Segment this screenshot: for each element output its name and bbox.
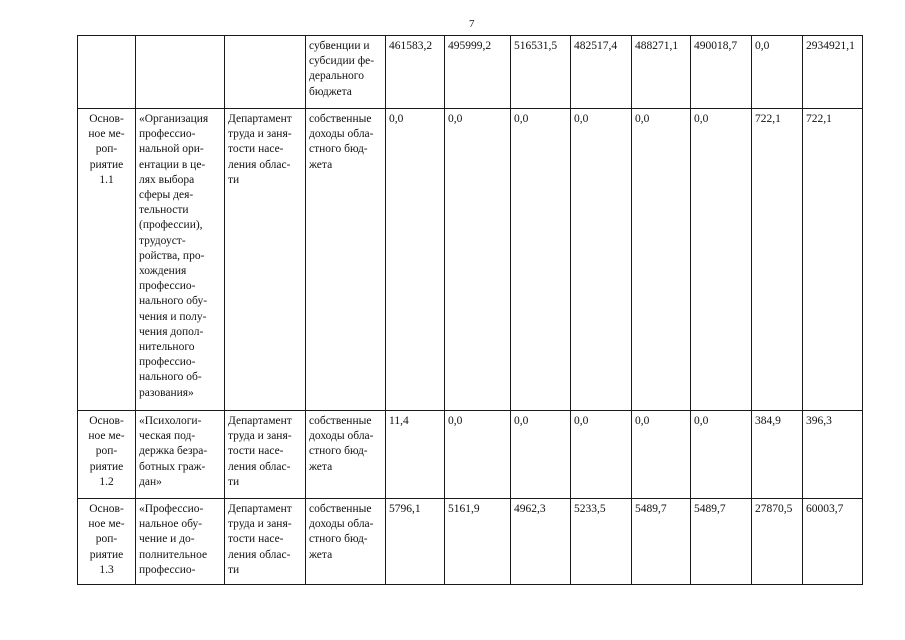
executor-cell <box>225 36 306 109</box>
activity-name-cell: «Профессио- нальное обу- чение и до- полнительное профессио- <box>136 499 225 585</box>
value-cell: 0,0 <box>386 109 445 411</box>
funding-source-cell: собственные доходы обла- стного бюд- жета <box>306 109 386 411</box>
activity-code-cell <box>78 36 136 109</box>
value-cell: 461583,2 <box>386 36 445 109</box>
value-cell: 495999,2 <box>445 36 511 109</box>
value-cell: 27870,5 <box>752 499 803 585</box>
value-cell: 516531,5 <box>511 36 571 109</box>
value-cell: 0,0 <box>445 109 511 411</box>
funding-source-cell: собственные доходы обла- стного бюд- жета <box>306 411 386 499</box>
value-cell: 5489,7 <box>632 499 691 585</box>
value-cell: 0,0 <box>691 411 752 499</box>
value-cell: 482517,4 <box>571 36 632 109</box>
budget-table <box>77 35 863 585</box>
executor-cell: Департамент труда и заня- тости насе- ления облас- ти <box>225 411 306 499</box>
value-cell: 0,0 <box>752 36 803 109</box>
executor-cell: Департамент труда и заня- тости насе- ления облас- ти <box>225 499 306 585</box>
activity-code-cell: Основ- ное ме- роп- риятие 1.2 <box>78 411 136 499</box>
value-cell: 490018,7 <box>691 36 752 109</box>
funding-source-cell: субвенции и субсидии фе- дерального бюджета <box>306 36 386 109</box>
value-cell: 5489,7 <box>691 499 752 585</box>
activity-name-cell: «Психологи- ческая под- держка безра- ботных граж- дан» <box>136 411 225 499</box>
value-cell: 0,0 <box>511 109 571 411</box>
page-number: 7 <box>469 18 475 30</box>
value-cell: 5796,1 <box>386 499 445 585</box>
value-cell: 0,0 <box>571 109 632 411</box>
value-cell: 0,0 <box>691 109 752 411</box>
value-cell: 5233,5 <box>571 499 632 585</box>
total-cell: 396,3 <box>803 411 863 499</box>
activity-code-cell: Основ- ное ме- роп- риятие 1.3 <box>78 499 136 585</box>
value-cell: 0,0 <box>632 411 691 499</box>
total-cell: 722,1 <box>803 109 863 411</box>
table-row <box>78 499 863 585</box>
activity-name-cell <box>136 36 225 109</box>
value-cell: 5161,9 <box>445 499 511 585</box>
table-row <box>78 36 863 109</box>
value-cell: 722,1 <box>752 109 803 411</box>
value-cell: 0,0 <box>571 411 632 499</box>
value-cell: 384,9 <box>752 411 803 499</box>
activity-name-cell: «Организация профессио- нальной ори- ентации в це- лях выбора сферы дея- тельности (профессии), трудоуст- ройства, про- хождения профессио- нального обу- чения и полу- чения допол- нительного профессио- нального об- разования» <box>136 109 225 411</box>
executor-cell: Департамент труда и заня- тости насе- ления облас- ти <box>225 109 306 411</box>
funding-source-cell: собственные доходы обла- стного бюд- жета <box>306 499 386 585</box>
total-cell: 2934921,1 <box>803 36 863 109</box>
value-cell: 0,0 <box>445 411 511 499</box>
total-cell: 60003,7 <box>803 499 863 585</box>
value-cell: 0,0 <box>511 411 571 499</box>
activity-code-cell: Основ- ное ме- роп- риятие 1.1 <box>78 109 136 411</box>
table-row <box>78 411 863 499</box>
value-cell: 488271,1 <box>632 36 691 109</box>
table-row <box>78 109 863 411</box>
value-cell: 11,4 <box>386 411 445 499</box>
value-cell: 4962,3 <box>511 499 571 585</box>
value-cell: 0,0 <box>632 109 691 411</box>
